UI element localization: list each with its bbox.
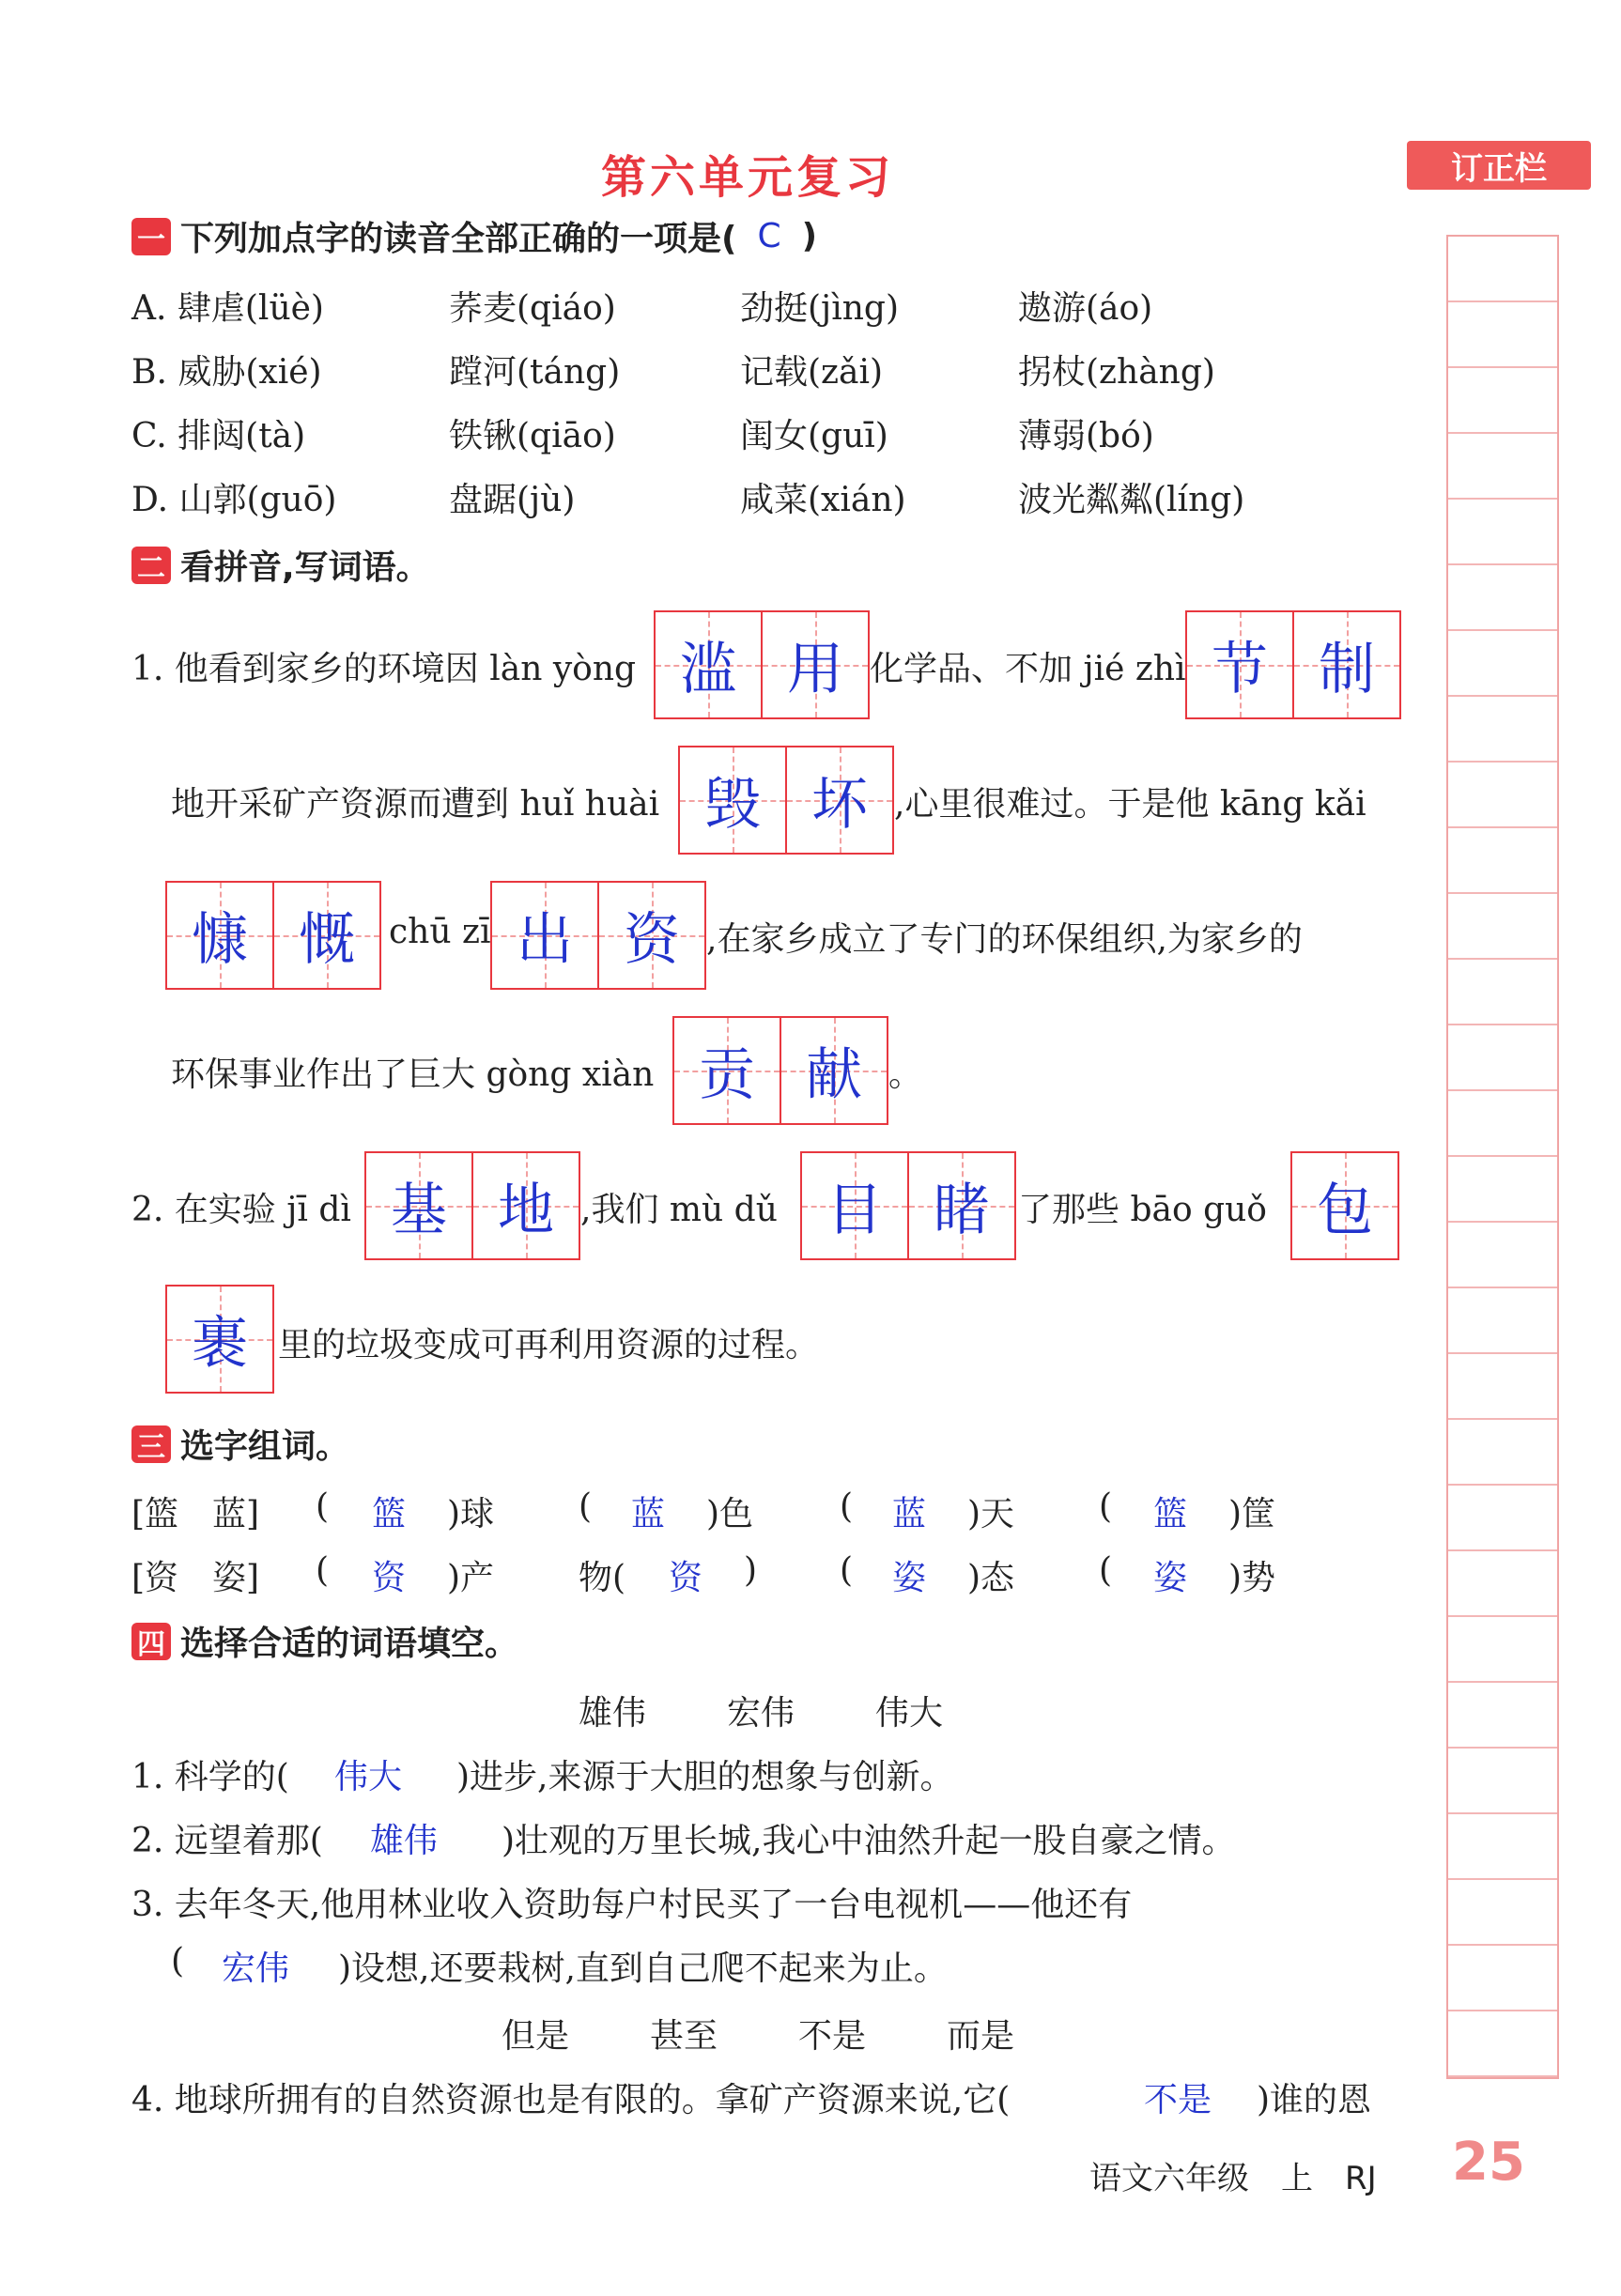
answer-grid-bao <box>1290 1151 1399 1260</box>
grid-cell: 坏 <box>785 747 892 853</box>
s4-q1-b: )进步,来源于大胆的想象与创新。 <box>456 1758 954 1796</box>
section-badge: 四 <box>131 1623 171 1660</box>
s3-r2-chars: [资 姿] <box>131 1559 260 1597</box>
word-option: 伟大 <box>875 1694 944 1733</box>
section-3-question: 选字组词。 <box>180 1427 350 1466</box>
grid-cell: 基 <box>366 1153 471 1258</box>
answer-grid-jiezhi <box>1185 610 1401 719</box>
option-c4: 薄弱(bó) <box>1018 417 1154 455</box>
word-option: 甚至 <box>650 2017 718 2056</box>
answer-grid-huihuai <box>678 746 894 855</box>
s3-r1-t2: )色 <box>706 1495 754 1533</box>
option-a1: A. 肆虐(lüè) <box>131 289 324 328</box>
section-4-question: 选择合适的词语填空。 <box>180 1625 519 1663</box>
section-1-question: 下列加点字的读音全部正确的一项是( <box>180 220 737 258</box>
s4-q2-a: 2. 远望着那( <box>131 1822 323 1860</box>
option-c3: 闺女(guī) <box>740 417 888 455</box>
grid-cell: 制 <box>1292 612 1399 717</box>
s4-q4-b: )谁的恩 <box>1257 2081 1372 2119</box>
s2-line4-b: 。 <box>888 1056 923 1094</box>
answer-grid-chuzi <box>490 881 706 990</box>
word-option: 宏伟 <box>727 1694 795 1733</box>
grid-cell: 资 <box>597 883 704 988</box>
option-d2: 盘踞(jù) <box>449 481 576 519</box>
s3-r2-a2: 资 <box>669 1559 703 1597</box>
s2-line3-a: chū zī <box>389 913 491 951</box>
s4-q4-answer: 不是 <box>1144 2081 1212 2119</box>
s3-r1-open: ( <box>316 1487 330 1526</box>
s3-r2-t2: ) <box>744 1551 758 1590</box>
s3-r2-t3: )态 <box>967 1559 1015 1597</box>
s2-line3-b: ,在家乡成立了专门的环保组织,为家乡的 <box>706 920 1303 959</box>
s2-line1-a: 1. 他看到家乡的环境因 làn yòng <box>131 650 637 688</box>
option-c2: 铁锹(qiāo) <box>449 417 616 455</box>
s3-r2-a4: 姿 <box>1153 1559 1188 1597</box>
option-a2: 荞麦(qiáo) <box>449 289 616 328</box>
grid-cell: 贡 <box>674 1018 780 1123</box>
s4-q3-answer: 宏伟 <box>222 1949 290 1988</box>
s3-r1-a2: 蓝 <box>631 1495 666 1533</box>
page-title: 第六单元复习 <box>601 151 895 204</box>
answer-grid-kangkai <box>165 881 381 990</box>
s3-r1-t1: )球 <box>447 1495 495 1533</box>
s3-r2-t1: )产 <box>447 1559 495 1597</box>
s2-line6: 里的垃圾变成可再利用资源的过程。 <box>278 1326 820 1364</box>
s3-r1-a4: 篮 <box>1153 1495 1188 1533</box>
section-2-heading <box>131 541 430 589</box>
word-option: 不是 <box>798 2017 867 2056</box>
word-option: 但是 <box>502 2017 570 2056</box>
s3-r1-t3: )天 <box>967 1495 1015 1533</box>
correction-column <box>1446 235 1559 2079</box>
s4-q3-open: ( <box>171 1942 185 1980</box>
s2-line5-a: 2. 在实验 jī dì <box>131 1191 351 1229</box>
grid-cell: 地 <box>471 1153 579 1258</box>
section-1-heading <box>131 212 817 260</box>
grid-cell: 节 <box>1187 612 1292 717</box>
grid-cell: 裹 <box>167 1287 272 1392</box>
s4-q2-b: )壮观的万里长城,我心中油然升起一股自豪之情。 <box>502 1822 1236 1860</box>
s2-line2-a: 地开采矿产资源而遭到 huǐ huài <box>171 785 660 824</box>
section-4-heading <box>131 1617 518 1665</box>
section-3-heading <box>131 1420 349 1468</box>
answer-grid-guo <box>165 1285 274 1394</box>
section-badge: 三 <box>131 1425 171 1463</box>
option-b3: 记载(zǎi) <box>740 353 884 392</box>
option-a4: 遨游(áo) <box>1018 289 1153 328</box>
s2-line4-a: 环保事业作出了巨大 gòng xiàn <box>171 1056 655 1094</box>
s2-line2-b: ,心里很难过。于是他 kāng kǎi <box>894 785 1366 824</box>
s3-r1-a1: 篮 <box>372 1495 407 1533</box>
page-number: 25 <box>1452 2132 1525 2193</box>
grid-cell: 慷 <box>167 883 272 988</box>
grid-cell: 包 <box>1292 1153 1397 1258</box>
answer-grid-jidi <box>364 1151 580 1260</box>
option-b4: 拐杖(zhàng) <box>1018 353 1215 392</box>
s3-r1-open4: ( <box>1099 1487 1113 1526</box>
section-badge: 一 <box>131 218 171 255</box>
s4-q1-a: 1. 科学的( <box>131 1758 289 1796</box>
grid-cell: 滥 <box>656 612 761 717</box>
s3-r2-open: ( <box>316 1551 330 1590</box>
option-b2: 蹚河(táng) <box>449 353 621 392</box>
s3-r1-open3: ( <box>840 1487 854 1526</box>
s3-r1-t4: )筐 <box>1228 1495 1276 1533</box>
answer-grid-lanyong <box>654 610 870 719</box>
correction-tab: 订正栏 <box>1407 141 1591 190</box>
section-1-answer: C <box>757 217 781 255</box>
s2-line1-b: 化学品、不加 jié zhì <box>870 650 1186 688</box>
section-2-question: 看拼音,写词语。 <box>180 548 430 587</box>
word-option: 而是 <box>947 2017 1015 2056</box>
option-d1: D. 山郭(guō) <box>131 481 337 519</box>
s3-r2-t4: )势 <box>1228 1559 1276 1597</box>
s2-line5-c: 了那些 bāo guǒ <box>1018 1191 1267 1229</box>
s3-r2-a3: 姿 <box>892 1559 927 1597</box>
word-option: 雄伟 <box>579 1694 647 1733</box>
grid-cell: 睹 <box>907 1153 1014 1258</box>
option-d4: 波光粼粼(líng) <box>1018 481 1245 519</box>
grid-cell: 献 <box>780 1018 887 1123</box>
s3-r2-p2: 物( <box>579 1559 626 1597</box>
section-badge: 二 <box>131 547 171 584</box>
s4-q3-a: 3. 去年冬天,他用林业收入资助每户村民买了一台电视机——他还有 <box>131 1886 1133 1924</box>
footer-label: 语文六年级 上 RJ <box>1089 2160 1377 2197</box>
s4-q1-answer: 伟大 <box>334 1758 403 1796</box>
grid-cell: 用 <box>761 612 868 717</box>
answer-grid-mudu <box>800 1151 1016 1260</box>
option-b1: B. 威胁(xié) <box>131 353 322 392</box>
s4-q2-answer: 雄伟 <box>370 1822 439 1860</box>
grid-cell: 出 <box>492 883 597 988</box>
answer-grid-gongxian <box>672 1016 888 1125</box>
s3-r2-open4: ( <box>1099 1551 1113 1590</box>
option-c1: C. 排闼(tà) <box>131 417 306 455</box>
grid-cell: 慨 <box>272 883 379 988</box>
s4-q4-a: 4. 地球所拥有的自然资源也是有限的。拿矿产资源来说,它( <box>131 2081 1011 2119</box>
s3-r2-open3: ( <box>840 1551 854 1590</box>
s3-r1-open2: ( <box>579 1487 593 1526</box>
s3-r1-a3: 蓝 <box>892 1495 927 1533</box>
s3-r2-a1: 资 <box>372 1559 407 1597</box>
section-1-close: ) <box>801 217 818 255</box>
s3-r1-chars: [篮 蓝] <box>131 1495 260 1533</box>
option-d3: 咸菜(xián) <box>740 481 906 519</box>
grid-cell: 毁 <box>680 747 785 853</box>
s2-line5-b: ,我们 mù dǔ <box>580 1191 778 1229</box>
option-a3: 劲挺(jìng) <box>740 289 899 328</box>
grid-cell: 目 <box>802 1153 907 1258</box>
s4-q3-b: )设想,还要栽树,直到自己爬不起来为止。 <box>338 1949 948 1988</box>
